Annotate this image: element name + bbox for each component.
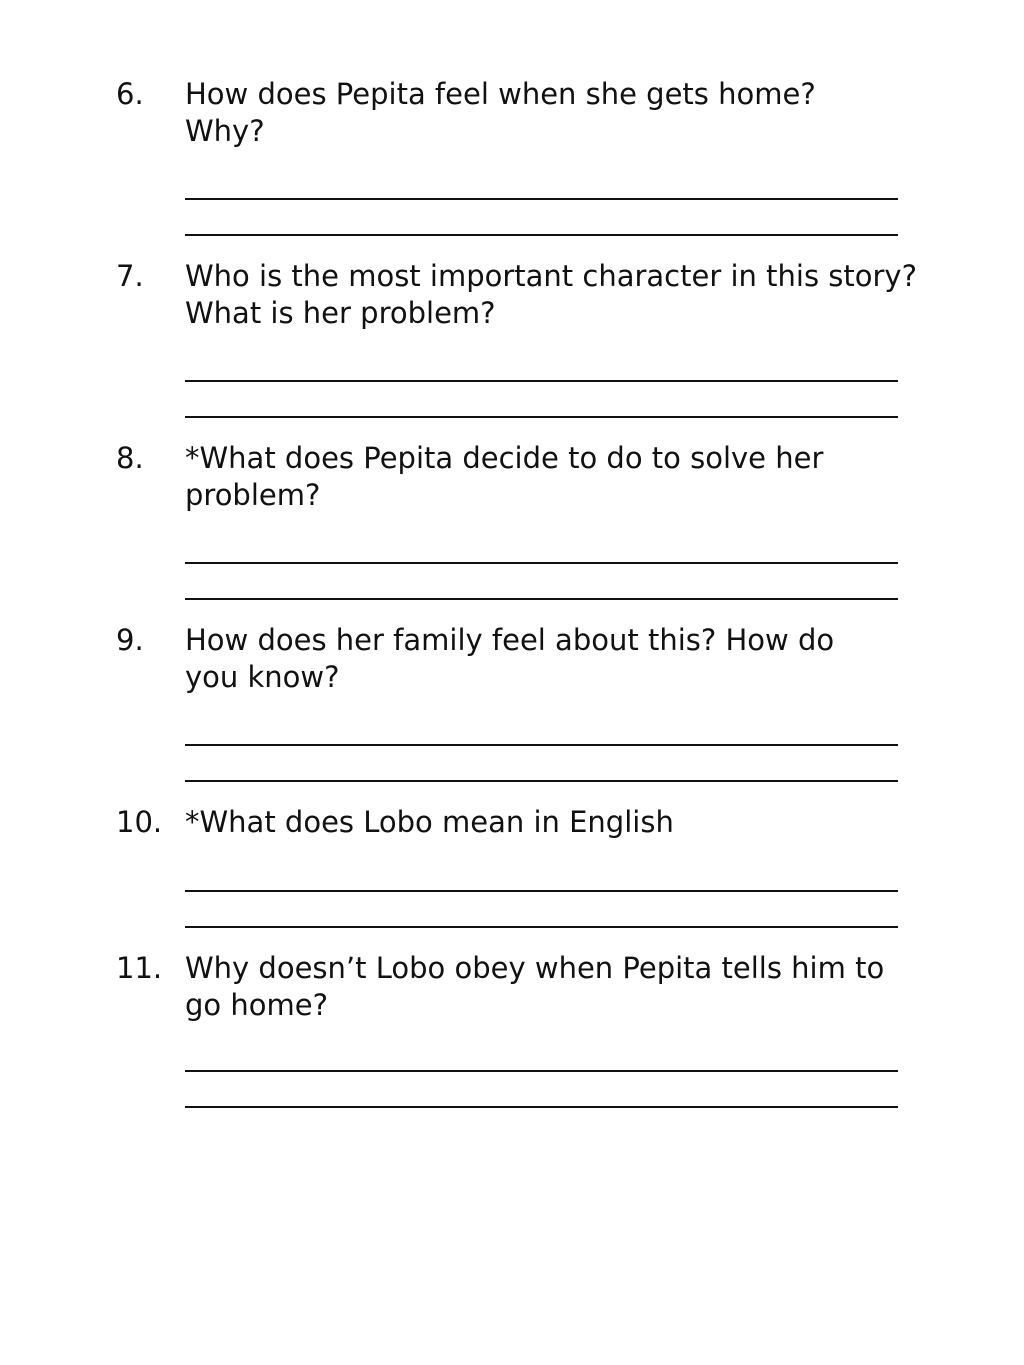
answer-line[interactable] — [185, 780, 898, 782]
answer-line[interactable] — [185, 1070, 898, 1072]
question-line: How does her family feel about this? How do — [185, 623, 835, 657]
answer-line[interactable] — [185, 1106, 898, 1108]
question-text — [185, 258, 915, 332]
question-line: Who is the most important character in this story? — [185, 259, 917, 293]
question-text — [185, 950, 915, 1024]
question-line: you know? — [185, 660, 340, 694]
question-line: How does Pepita feel when she gets home? — [185, 77, 816, 111]
answer-line[interactable] — [185, 744, 898, 746]
question-number: 6. — [116, 77, 144, 111]
question-line: problem? — [185, 478, 321, 512]
question-line: go home? — [185, 988, 328, 1022]
question-number: 9. — [116, 623, 144, 657]
question-text — [185, 440, 915, 514]
answer-line[interactable] — [185, 234, 898, 236]
answer-line[interactable] — [185, 598, 898, 600]
question-number: 11. — [116, 951, 163, 985]
question-text — [185, 804, 915, 841]
question-line: What is her problem? — [185, 296, 496, 330]
question-number: 8. — [116, 441, 144, 475]
answer-line[interactable] — [185, 416, 898, 418]
question-line: *What does Lobo mean in English — [185, 805, 674, 839]
answer-line[interactable] — [185, 380, 898, 382]
question-number: 10. — [116, 805, 163, 839]
answer-line[interactable] — [185, 562, 898, 564]
question-line: Why doesn’t Lobo obey when Pepita tells him to — [185, 951, 885, 985]
question-line: Why? — [185, 114, 265, 148]
answer-line[interactable] — [185, 926, 898, 928]
answer-line[interactable] — [185, 890, 898, 892]
question-number: 7. — [116, 259, 144, 293]
answer-line[interactable] — [185, 198, 898, 200]
question-line: *What does Pepita decide to do to solve her — [185, 441, 824, 475]
question-text — [185, 622, 915, 696]
question-text — [185, 76, 915, 150]
